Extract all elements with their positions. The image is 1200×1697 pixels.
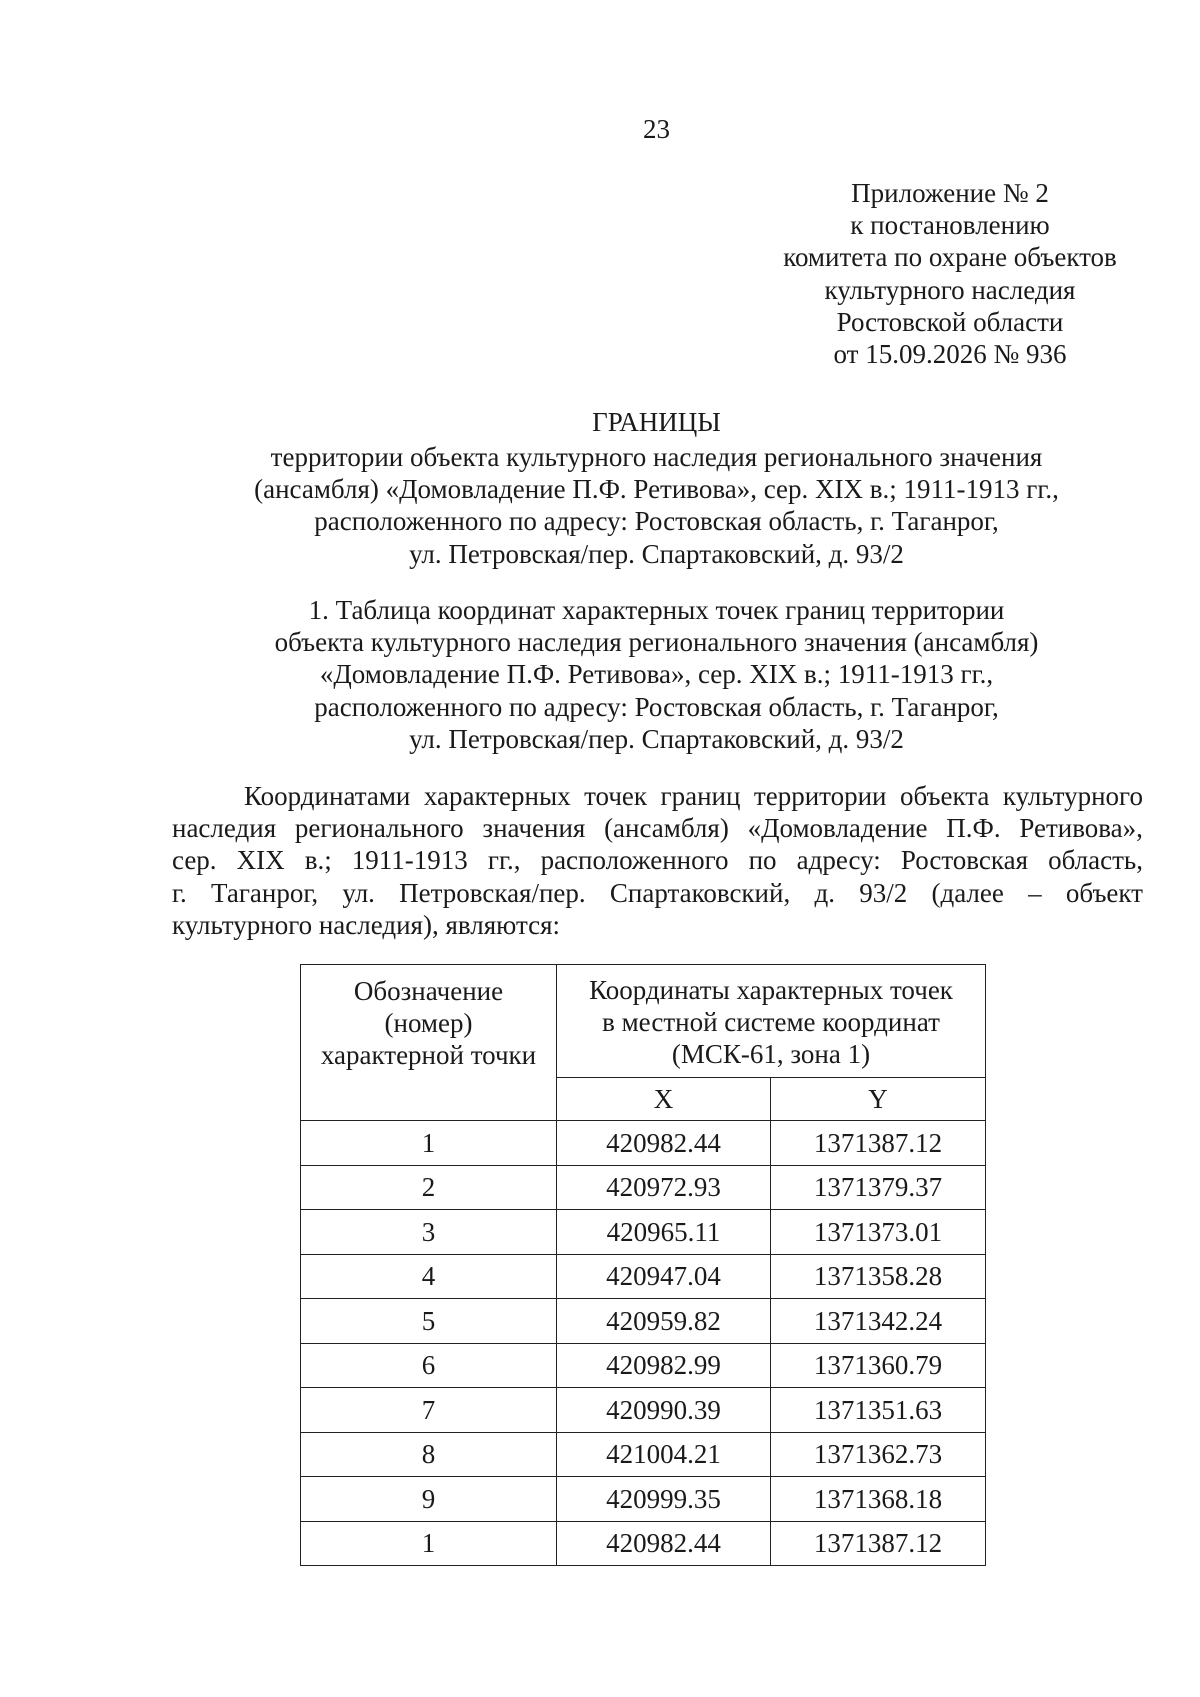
paragraph-word: точек xyxy=(584,781,648,811)
table-row xyxy=(301,1432,986,1477)
appendix-line: комитета по охране объектов xyxy=(783,242,1117,273)
appendix-block xyxy=(700,177,1200,370)
x-coordinate-cell: 420982.44 xyxy=(557,1521,771,1566)
paragraph-word: «Домовладение xyxy=(747,813,928,844)
point-number-cell: 9 xyxy=(301,1477,557,1522)
header-coordinates xyxy=(557,965,986,1078)
paragraph-word: 93/2 xyxy=(859,877,908,908)
point-number-cell: 7 xyxy=(301,1388,557,1433)
paragraph-word: регионального xyxy=(294,813,464,844)
paragraph-word: Координатами xyxy=(244,781,411,811)
x-coordinate-cell: 420972.93 xyxy=(557,1165,771,1210)
point-number-cell: 4 xyxy=(301,1254,557,1299)
header-designation-line: (номер) xyxy=(384,1008,473,1038)
y-coordinate-cell: 1371387.12 xyxy=(771,1121,986,1166)
point-number-cell: 1 xyxy=(301,1121,557,1166)
paragraph-word: наследия xyxy=(172,813,277,844)
paragraph-word: 1911-1913 xyxy=(351,845,468,876)
paragraph-line xyxy=(172,812,1143,844)
table-heading-line: ул. Петровская/пер. Спартаковский, д. 93/2 xyxy=(409,723,904,754)
y-coordinate-cell: 1371360.79 xyxy=(771,1343,986,1388)
document-subtitle xyxy=(0,441,1200,570)
paragraph-word: объекта xyxy=(899,781,990,811)
paragraph-line xyxy=(172,844,1143,876)
table-row xyxy=(301,1521,986,1566)
paragraph-word: область, xyxy=(1048,845,1143,876)
x-coordinate-cell: 420990.39 xyxy=(557,1388,771,1433)
table-row xyxy=(301,1210,986,1255)
y-coordinate-cell: 1371351.63 xyxy=(771,1388,986,1433)
x-coordinate-cell: 420982.44 xyxy=(557,1121,771,1166)
table-heading-line: расположенного по адресу: Ростовская область, г. Таганрог, xyxy=(314,691,999,722)
paragraph-word: Петровская/пер. xyxy=(399,877,586,908)
header-designation-line: характерной точки xyxy=(320,1040,537,1070)
y-coordinate-cell: 1371387.12 xyxy=(771,1521,986,1566)
point-number-cell: 8 xyxy=(301,1432,557,1477)
paragraph-word: ул. xyxy=(342,877,375,908)
point-number-cell: 5 xyxy=(301,1299,557,1344)
appendix-line: Ростовской области xyxy=(836,306,1064,337)
appendix-line: к постановлению xyxy=(850,210,1050,241)
paragraph-word: г. xyxy=(172,877,187,908)
table-row xyxy=(301,1343,986,1388)
table-heading-line: объекта культурного наследия регионального значения (ансамбля) xyxy=(274,627,1039,658)
header-coords-line: в местной системе координат xyxy=(602,1007,940,1037)
paragraph-word: культурного xyxy=(1002,781,1143,811)
table-heading-line: 1. Таблица координат характерных точек границ территории xyxy=(308,595,1005,625)
paragraph-word: XIX xyxy=(236,845,285,876)
subtitle-line: ул. Петровская/пер. Спартаковский, д. 93/2 xyxy=(409,538,904,569)
x-coordinate-cell: 420982.99 xyxy=(557,1343,771,1388)
appendix-line: культурного наследия xyxy=(824,274,1076,305)
table-row xyxy=(301,1388,986,1433)
subtitle-line: расположенного по адресу: Ростовская область, г. Таганрог, xyxy=(314,506,999,537)
x-coordinate-cell: 420999.35 xyxy=(557,1477,771,1522)
paragraph-word: – xyxy=(1028,877,1042,908)
page-number: 23 xyxy=(643,114,670,144)
paragraph-word: адресу: xyxy=(796,845,881,876)
paragraph-word: в.; xyxy=(304,845,332,876)
paragraph-word: территории xyxy=(753,781,887,811)
y-coordinate-cell: 1371358.28 xyxy=(771,1254,986,1299)
paragraph-word: по xyxy=(748,845,777,876)
document-title: ГРАНИЦЫ xyxy=(592,407,721,437)
x-coordinate-cell: 420959.82 xyxy=(557,1299,771,1344)
coordinates-table-body xyxy=(301,965,986,1566)
y-coordinate-cell: 1371373.01 xyxy=(771,1210,986,1255)
y-coordinate-cell: 1371379.37 xyxy=(771,1165,986,1210)
paragraph-word: сер. xyxy=(172,845,217,876)
subtitle-line: (ансамбля) «Домовладение П.Ф. Ретивова», сер. XIX в.; 1911-1913 гг., xyxy=(254,474,1059,505)
appendix-line: Приложение № 2 xyxy=(851,178,1049,208)
paragraph-line xyxy=(172,877,1143,909)
paragraph-word: (ансамбля) xyxy=(604,813,729,844)
header-y: Y xyxy=(771,1078,986,1121)
subtitle-line: территории объекта культурного наследия регионального значения xyxy=(270,442,1043,472)
table-row xyxy=(301,1165,986,1210)
y-coordinate-cell: 1371368.18 xyxy=(771,1477,986,1522)
header-coords-line: Координаты характерных точек xyxy=(589,975,953,1005)
paragraph-word: границ xyxy=(660,781,741,811)
header-x: X xyxy=(557,1078,771,1121)
x-coordinate-cell: 420965.11 xyxy=(557,1210,771,1255)
y-coordinate-cell: 1371362.73 xyxy=(771,1432,986,1477)
paragraph-word: характерных xyxy=(423,781,571,811)
table-heading xyxy=(0,594,1200,755)
paragraph-word: Ростовская xyxy=(900,845,1028,876)
paragraph-word: значения xyxy=(482,813,586,844)
paragraph-word: (далее xyxy=(931,877,1004,908)
paragraph-word: объект xyxy=(1065,877,1143,908)
x-coordinate-cell: 421004.21 xyxy=(557,1432,771,1477)
coordinates-table xyxy=(300,964,986,1566)
body-paragraph xyxy=(172,780,1143,941)
table-row xyxy=(301,1121,986,1166)
table-row xyxy=(301,1299,986,1344)
paragraph-word: гг., xyxy=(487,845,521,876)
appendix-line: от 15.09.2026 № 936 xyxy=(833,339,1067,370)
table-header-row xyxy=(301,965,986,1078)
paragraph-line-last: культурного наследия), являются: xyxy=(172,909,561,940)
paragraph-word: расположенного xyxy=(540,845,729,876)
point-number-cell: 1 xyxy=(301,1521,557,1566)
x-coordinate-cell: 420947.04 xyxy=(557,1254,771,1299)
paragraph-word: Спартаковский, xyxy=(609,877,791,908)
point-number-cell: 3 xyxy=(301,1210,557,1255)
y-coordinate-cell: 1371342.24 xyxy=(771,1299,986,1344)
header-designation-line: Обозначение xyxy=(353,976,504,1006)
paragraph-word: П.Ф. xyxy=(946,813,1001,844)
header-coords-line: (МСК-61, зона 1) xyxy=(671,1039,871,1069)
paragraph-word: д. xyxy=(814,877,835,908)
table-heading-line: «Домовладение П.Ф. Ретивова», сер. XIX в.; 1911-1913 гг., xyxy=(319,659,994,690)
table-row xyxy=(301,1254,986,1299)
paragraph-line xyxy=(172,780,1143,812)
paragraph-word: Таганрог, xyxy=(211,877,319,908)
paragraph-word: Ретивова», xyxy=(1019,813,1143,844)
point-number-cell: 2 xyxy=(301,1165,557,1210)
table-row xyxy=(301,1477,986,1522)
header-point-designation xyxy=(301,965,557,1121)
point-number-cell: 6 xyxy=(301,1343,557,1388)
